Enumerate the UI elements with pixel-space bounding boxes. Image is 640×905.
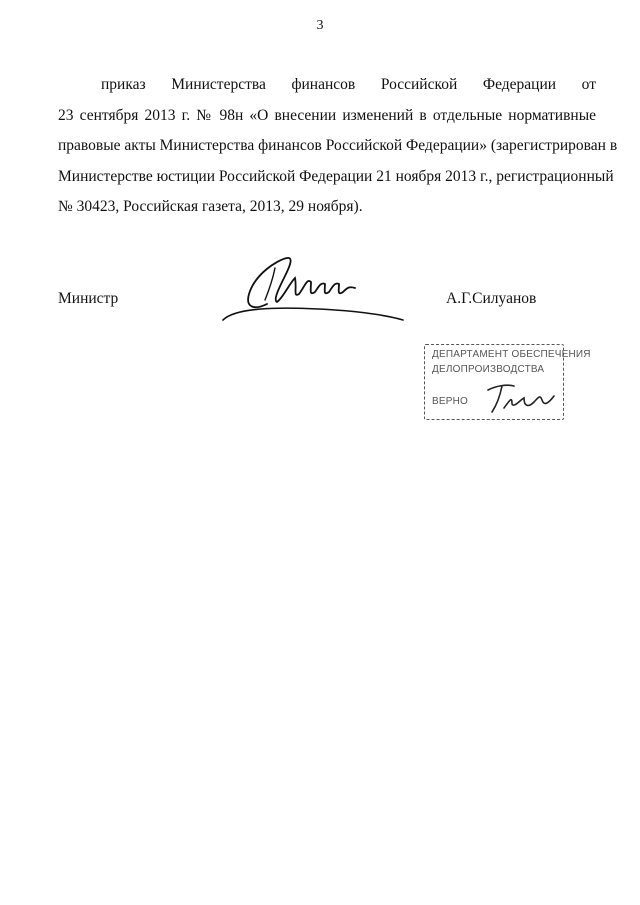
- stamp-text-division: ДЕЛОПРОИЗВОДСТВА: [432, 364, 545, 375]
- page-number: 3: [316, 18, 324, 33]
- paragraph-line: правовые акты Министерства финансов Российской Федерации» (зарегистрирован в: [58, 137, 618, 154]
- signatory-name: А.Г.Силуанов: [446, 290, 537, 307]
- certification-stamp: [424, 344, 591, 420]
- handwritten-signature: [215, 248, 410, 328]
- paragraph-line: 23 сентября 2013 г. № 98н «О внесении изменений в отдельные нормативные: [58, 106, 596, 124]
- paragraph-line: Министерстве юстиции Российской Федерации 21 ноября 2013 г., регистрационный: [58, 167, 614, 185]
- stamp-text-verified: ВЕРНО: [432, 396, 469, 407]
- stamp-signature: [482, 378, 564, 418]
- signatory-role: Министр: [58, 290, 119, 307]
- paragraph-line: приказ Министерства финансов Российской Федерации от: [101, 76, 596, 93]
- body-paragraph: [58, 70, 618, 223]
- stamp-text-department: ДЕПАРТАМЕНТ ОБЕСПЕЧЕНИЯ: [432, 349, 591, 360]
- paragraph-line: № 30423, Российская газета, 2013, 29 ноября).: [58, 198, 363, 215]
